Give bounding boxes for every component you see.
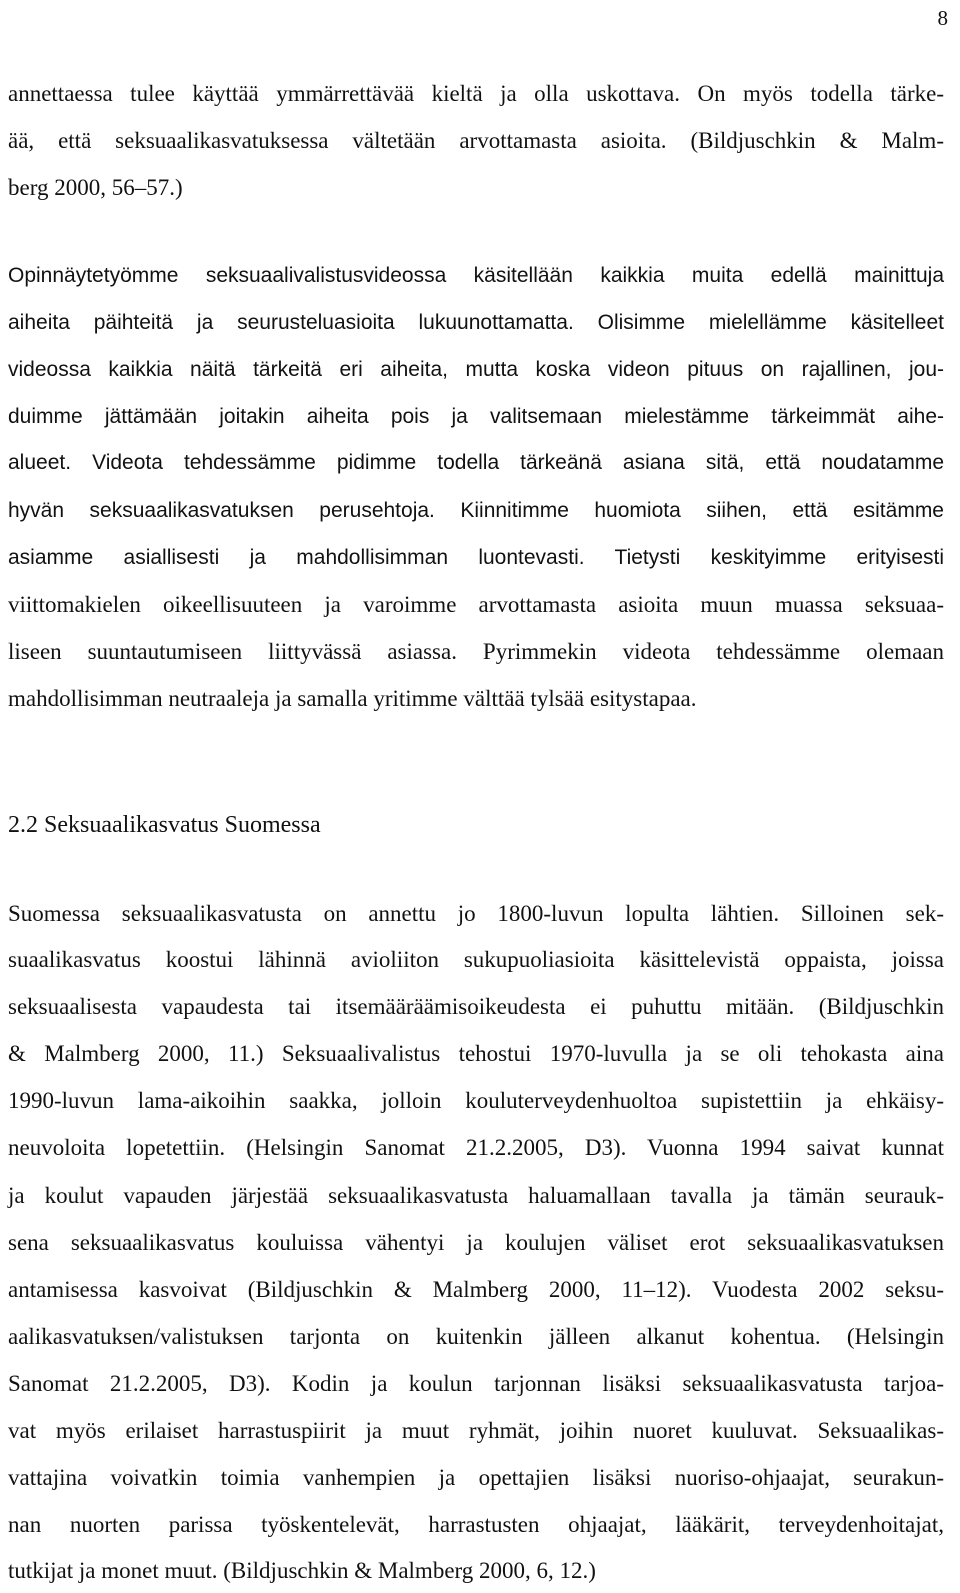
text-line: ää, että seksuaalikasvatuksessa vältetään arvottamasta asioita. (Bildjuschkin & Malm- (8, 128, 944, 153)
text-line: tutkijat ja monet muut. (Bildjuschkin & Malmberg 2000, 6, 12.) (8, 1558, 596, 1583)
text-line: videossa kaikkia näitä tärkeitä eri aiheita, mutta koska videon pituus on rajallinen, jou- (8, 358, 944, 381)
text-line: seksuaalisesta vapaudesta tai itsemääräämisoikeudesta ei puhuttu mitään. (Bildjuschkin (8, 994, 944, 1019)
text-line: Sanomat 21.2.2005, D3). Kodin ja koulun tarjonnan lisäksi seksuaalikasvatusta tarjoa- (8, 1371, 944, 1396)
text-line: sena seksuaalikasvatus kouluissa vähentyi ja koulujen väliset erot seksuaalikasvatuksen (8, 1230, 944, 1255)
text-line: mahdollisimman neutraaleja ja samalla yritimme välttää tylsää esitystapaa. (8, 686, 697, 711)
text-line: alueet. Videota tehdessämme pidimme todella tärkeänä asiana sitä, että noudatamme (8, 451, 944, 474)
text-line: Suomessa seksuaalikasvatusta on annettu jo 1800-luvun lopulta lähtien. Silloinen sek- (8, 901, 944, 926)
text-line: hyvän seksuaalikasvatuksen perusehtoja. Kiinnitimme huomiota siihen, että esitämme (8, 499, 944, 522)
text-line: 1990-luvun lama-aikoihin saakka, jolloin kouluterveydenhuoltoa supistettiin ja ehkäisy- (8, 1088, 944, 1113)
text-line: aalikasvatuksen/valistuksen tarjonta on kuitenkin jälleen alkanut kohentua. (Helsingin (8, 1324, 944, 1349)
text-line: duimme jättämään joitakin aiheita pois ja valitsemaan mielestämme tärkeimmät aihe- (8, 405, 944, 428)
text-line-part: aiheita päihteitä ja seurusteluasioita lukuunottamatta. Olisimme mielellämme käsitelleet (8, 311, 944, 334)
text-line (8, 308, 944, 337)
text-line: & Malmberg 2000, 11.) Seksuaalivalistus tehostui 1970-luvulla ja se oli tehokasta aina (8, 1041, 944, 1066)
text-line: berg 2000, 56–57.) (8, 175, 183, 200)
page-number: 8 (937, 6, 948, 30)
text-line: vattajina voivatkin toimia vanhempien ja opettajien lisäksi nuoriso-ohjaajat, seurakun- (8, 1465, 944, 1490)
text-line: vat myös erilaiset harrastuspiirit ja muut ryhmät, joihin nuoret kuuluvat. Seksuaalikas- (8, 1418, 944, 1443)
text-line: nan nuorten parissa työskentelevät, harrastusten ohjaajat, lääkärit, terveydenhoitajat, (8, 1512, 944, 1537)
text-line: asiamme asiallisesti ja mahdollisimman luontevasti. Tietysti keskityimme erityisesti (8, 546, 944, 569)
text-line: suaalikasvatus koostui lähinnä avioliiton sukupuoliasioita käsittelevistä oppaista, joissa (8, 947, 944, 972)
text-line: viittomakielen oikeellisuuteen ja varoimme arvottamasta asioita muun muassa seksuaa- (8, 592, 944, 617)
text-line: annettaessa tulee käyttää ymmärrettävää kieltä ja olla uskottava. On myös todella tärke- (8, 81, 944, 106)
text-line: ja koulut vapauden järjestää seksuaalikasvatusta haluamallaan tavalla ja tämän seurauk- (8, 1183, 944, 1208)
text-line: antamisessa kasvoivat (Bildjuschkin & Malmberg 2000, 11–12). Vuodesta 2002 seksu- (8, 1277, 944, 1302)
text-line: Opinnäytetyömme seksuaalivalistusvideossa käsitellään kaikkia muita edellä mainittuja (8, 264, 944, 287)
text-line: neuvoloita lopetettiin. (Helsingin Sanomat 21.2.2005, D3). Vuonna 1994 saivat kunnat (8, 1135, 944, 1160)
text-line: liseen suuntautumiseen liittyvässä asiassa. Pyrimmekin videota tehdessämme olemaan (8, 639, 944, 664)
section-heading: 2.2 Seksuaalikasvatus Suomessa (8, 812, 321, 838)
